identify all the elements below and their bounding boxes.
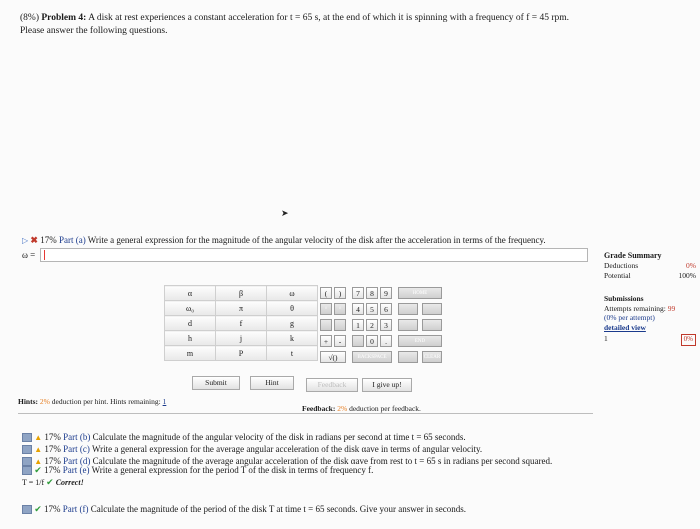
key-paren-close[interactable]: ) <box>334 287 346 299</box>
part-c-label: Part (c) <box>63 444 90 454</box>
var-key[interactable]: β <box>216 286 267 301</box>
part-f-row[interactable] <box>22 504 466 515</box>
key-9[interactable]: 9 <box>380 287 392 299</box>
var-key[interactable]: g <box>267 316 318 331</box>
note-icon <box>22 505 32 514</box>
mouse-cursor-icon: ➤ <box>281 208 289 218</box>
part-e-formula: T = 1/f <box>22 478 45 487</box>
divider <box>18 413 593 414</box>
grade-summary <box>604 251 696 281</box>
part-c-question: Write a general expression for the average angular acceleration of the disk αave in terms of angular velocity. <box>92 444 483 454</box>
key-2[interactable]: 2 <box>366 319 378 331</box>
hints-text: deduction per hint. Hints remaining: <box>51 397 161 406</box>
give-up-button[interactable]: I give up! <box>362 378 412 392</box>
hints-label: Hints: <box>18 397 39 406</box>
answer-label: ω = <box>22 250 36 260</box>
part-f-pct: 17% <box>44 504 61 514</box>
key-plus[interactable]: + <box>320 335 332 347</box>
part-a-pct: 17% <box>40 235 57 245</box>
warning-icon: ▲ <box>34 433 43 442</box>
warning-icon: ▲ <box>34 445 43 454</box>
feedback-line <box>302 404 421 413</box>
key-0[interactable]: 0 <box>366 335 378 347</box>
var-key[interactable]: π <box>216 301 267 316</box>
per-attempt-note: (0% per attempt) <box>604 313 655 322</box>
feedback-label: Feedback: <box>302 404 336 413</box>
key-clear[interactable]: CLEAR <box>422 351 442 363</box>
part-b-pct: 17% <box>44 432 61 442</box>
deductions-value: 0% <box>686 261 696 270</box>
submission-number: 1 <box>604 334 608 343</box>
var-key[interactable]: m <box>165 346 216 361</box>
key-minus[interactable]: - <box>334 335 346 347</box>
var-key[interactable]: θ <box>267 301 318 316</box>
hint-button[interactable]: Hint <box>250 376 294 390</box>
attempts-label: Attempts remaining: <box>604 303 666 313</box>
key-blank-3[interactable] <box>422 319 442 331</box>
checkmark-icon: ✔ <box>34 504 42 514</box>
key-minus-right[interactable] <box>398 319 418 331</box>
part-b-row[interactable] <box>22 432 466 442</box>
feedback-pct: 2% <box>337 404 348 413</box>
problem-text: A disk at rest experiences a constant acceleration for t = 65 s, at the end of which it is spinning with a frequency of f = 45 rpm. <box>88 13 570 23</box>
part-b-label: Part (b) <box>63 432 91 442</box>
grade-summary-title: Grade Summary <box>604 251 662 260</box>
problem-statement <box>20 12 690 38</box>
part-f-label: Part (f) <box>62 504 89 514</box>
key-dot[interactable]: . <box>380 335 392 347</box>
part-e-pct: 17% <box>44 465 61 475</box>
key-sqrt[interactable]: √() <box>320 351 346 363</box>
var-key[interactable]: α <box>165 286 216 301</box>
part-d-pct: 17% <box>44 456 61 466</box>
var-key[interactable]: f <box>216 316 267 331</box>
feedback-button[interactable]: Feedback <box>306 378 358 392</box>
key-5[interactable]: 5 <box>366 303 378 315</box>
attempts-value: 99 <box>667 303 676 313</box>
incorrect-x-icon: ✖ <box>30 235 38 245</box>
key-backspace[interactable]: BACKSPACE <box>352 351 392 363</box>
submission-score-badge: 0% <box>681 334 696 346</box>
key-del[interactable] <box>398 351 418 363</box>
part-a-label: Part (a) <box>58 235 86 245</box>
potential-label: Potential <box>604 271 631 280</box>
problem-weight: (8%) <box>20 13 39 23</box>
part-e-row[interactable] <box>22 465 373 476</box>
variable-palette <box>164 285 318 361</box>
var-key[interactable]: ω₀ <box>165 301 216 316</box>
part-c-pct: 17% <box>44 444 61 454</box>
var-key[interactable]: P <box>216 346 267 361</box>
key-4[interactable]: 4 <box>352 303 364 315</box>
deductions-label: Deductions <box>604 261 639 270</box>
answer-input[interactable] <box>40 248 588 262</box>
key-7[interactable]: 7 <box>352 287 364 299</box>
potential-value: 100% <box>678 271 696 280</box>
var-key[interactable]: ω <box>267 286 318 301</box>
key-blank-1[interactable] <box>320 319 332 331</box>
part-e-question: Write a general expression for the period T of the disk in terms of frequency f. <box>91 465 374 475</box>
part-e-solution <box>22 477 84 488</box>
var-key[interactable]: h <box>165 331 216 346</box>
part-c-row[interactable] <box>22 444 482 454</box>
key-paren-open[interactable]: ( <box>320 287 332 299</box>
part-a-question: Write a general expression for the magnitude of the angular velocity of the disk after the acceleration in terms of the frequency. <box>87 235 546 245</box>
part-b-question: Calculate the magnitude of the angular velocity of the disk in radians per second at time t = 65 seconds. <box>92 432 466 442</box>
warning-icon: ▲ <box>34 457 43 466</box>
key-1[interactable]: 1 <box>352 319 364 331</box>
key-trig-up-2[interactable]: ^ <box>334 303 346 315</box>
part-d-question: Calculate the magnitude of the average angular acceleration of the disk αave from rest to t = 65 s in radians per second squared. <box>92 456 553 466</box>
key-8[interactable]: 8 <box>366 287 378 299</box>
problem-instruction: Please answer the following questions. <box>20 26 168 36</box>
feedback-text: deduction per feedback. <box>349 404 421 413</box>
expand-arrow-icon[interactable]: ▷ <box>22 236 29 245</box>
var-key[interactable]: t <box>267 346 318 361</box>
note-icon <box>22 445 32 454</box>
var-key[interactable]: j <box>216 331 267 346</box>
hints-pct: 2% <box>39 397 50 406</box>
hints-remaining: 1 <box>162 397 167 406</box>
key-home[interactable]: HOME <box>398 287 442 299</box>
detailed-view-link[interactable]: detailed view <box>604 322 646 332</box>
key-right-arrow[interactable] <box>422 303 442 315</box>
key-left-arrow[interactable] <box>398 303 418 315</box>
key-blank-2[interactable] <box>334 319 346 331</box>
submissions-title: Submissions <box>604 294 644 303</box>
var-key[interactable]: d <box>165 316 216 331</box>
key-end[interactable]: END <box>398 335 442 347</box>
note-icon <box>22 466 32 475</box>
text-cursor <box>44 250 45 260</box>
var-key[interactable]: k <box>267 331 318 346</box>
checkmark-icon: ✔ <box>34 465 42 475</box>
submissions-panel <box>604 294 696 346</box>
checkmark-icon: ✔ <box>46 477 54 487</box>
key-6[interactable]: 6 <box>380 303 392 315</box>
part-a-header <box>22 235 546 246</box>
key-blank-4[interactable] <box>352 335 364 347</box>
part-d-label: Part (d) <box>63 456 91 466</box>
key-trig-up[interactable]: ^ <box>320 303 332 315</box>
problem-label: Problem 4: <box>41 13 87 23</box>
part-e-label: Part (e) <box>62 465 90 475</box>
submit-button[interactable]: Submit <box>192 376 240 390</box>
hints-line <box>18 397 166 406</box>
note-icon <box>22 433 32 442</box>
part-e-status: Correct! <box>55 478 84 487</box>
key-3[interactable]: 3 <box>380 319 392 331</box>
part-f-question: Calculate the magnitude of the period of the disk T at time t = 65 seconds. Give your answer in seconds. <box>90 504 466 514</box>
